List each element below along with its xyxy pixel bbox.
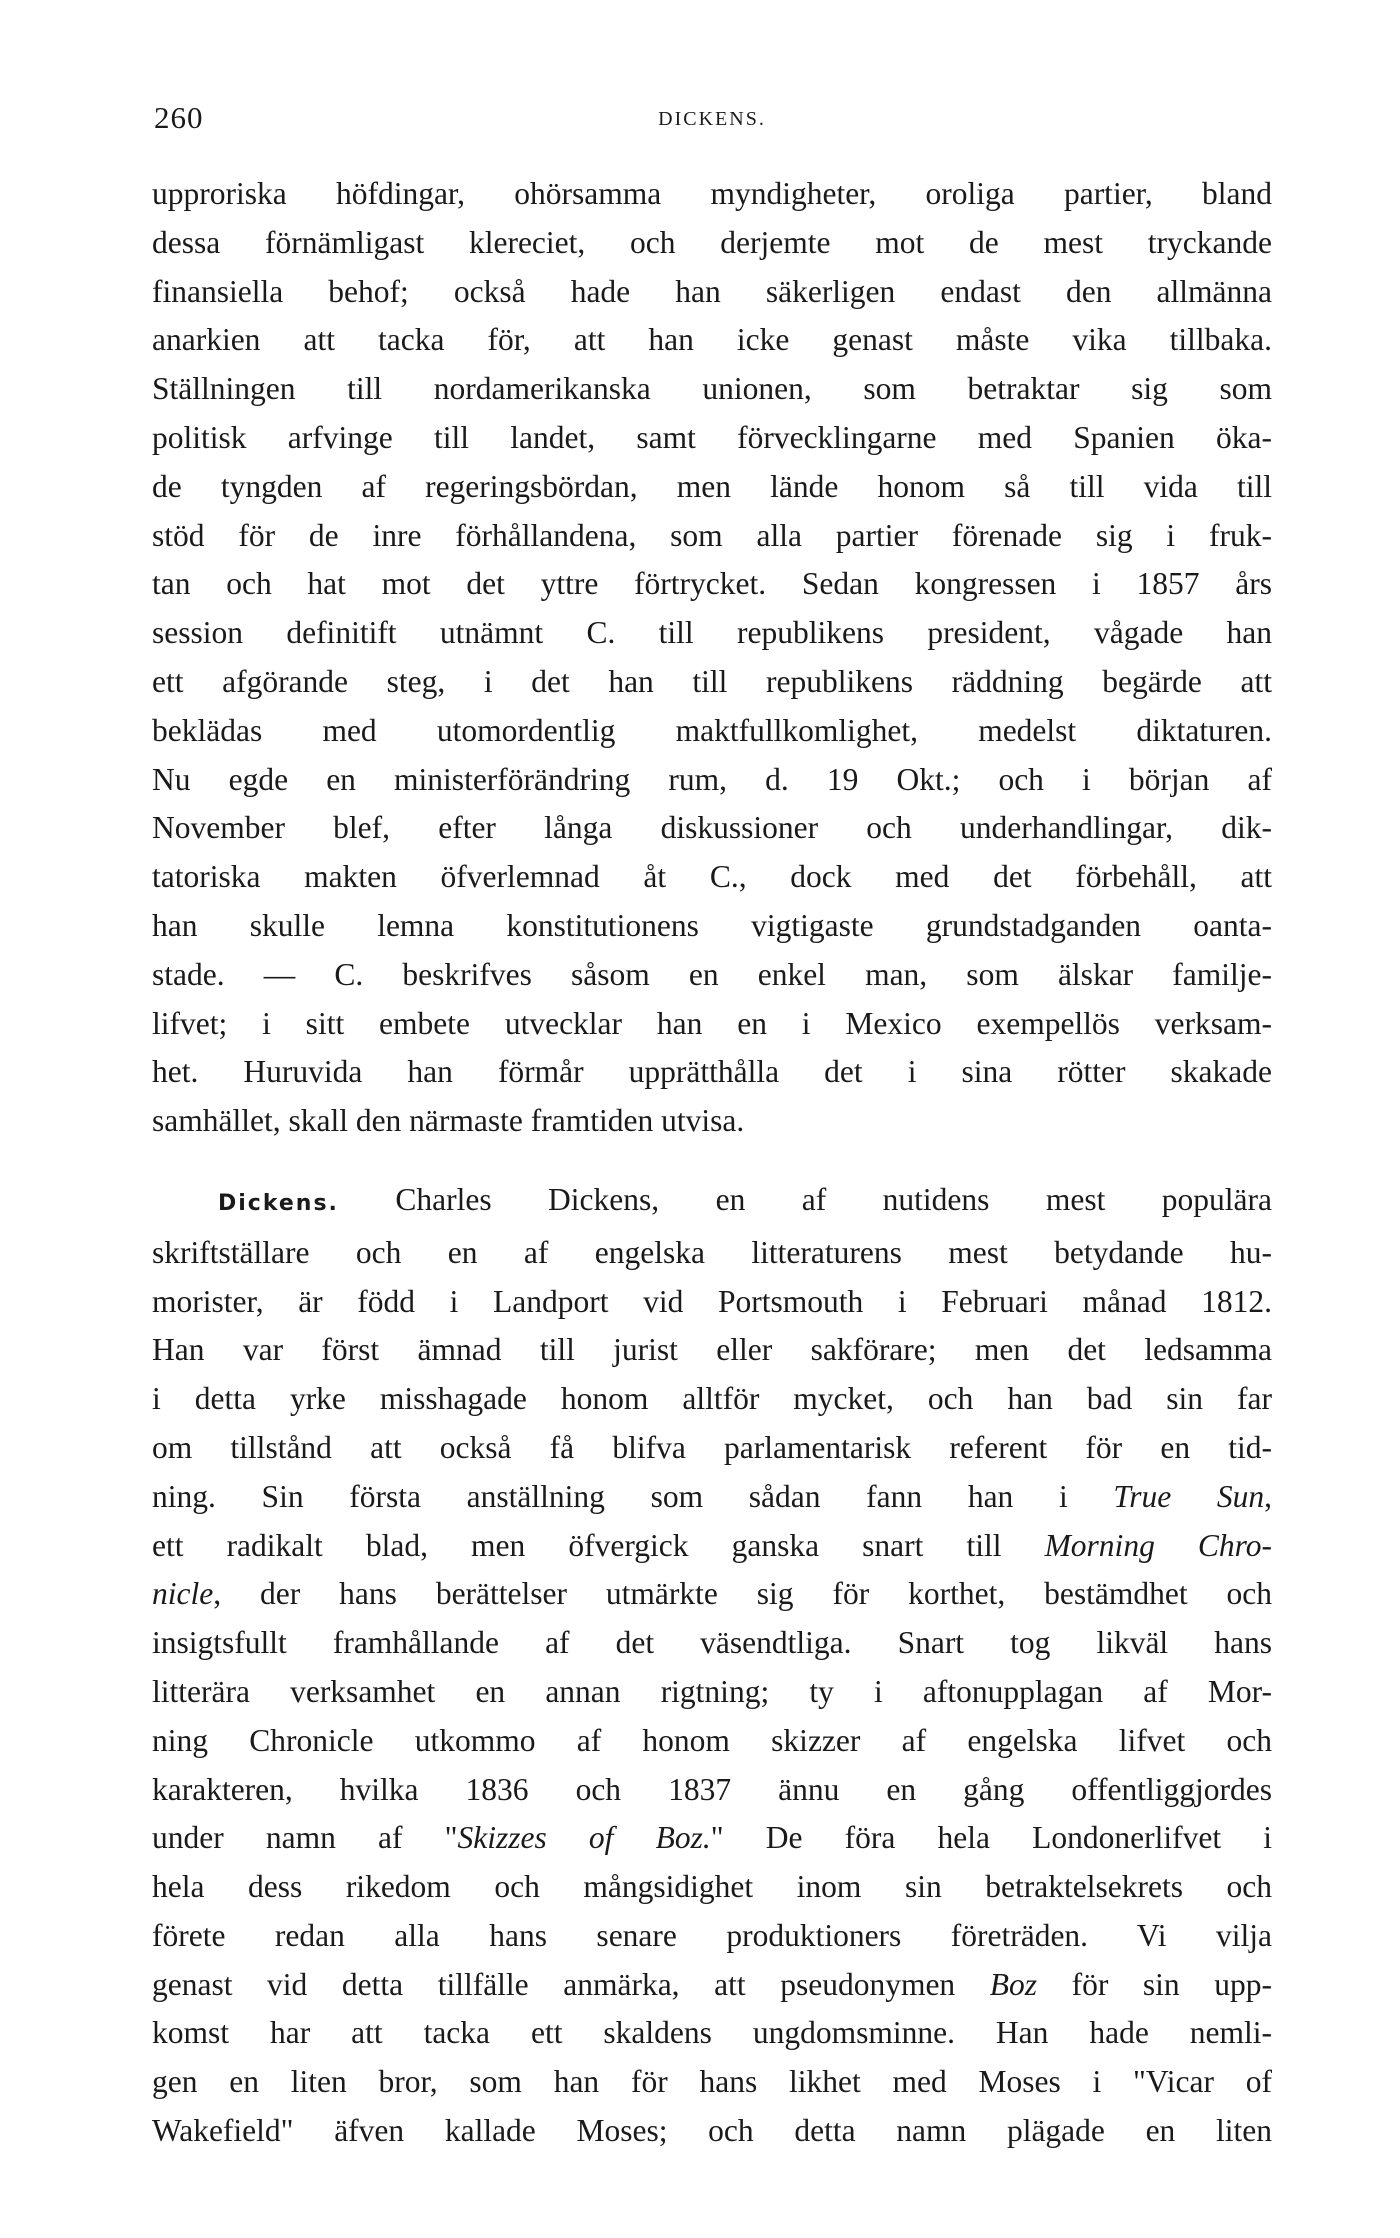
text-line — [152, 1570, 1272, 1619]
entry-headword: Dickens. — [218, 1190, 339, 1216]
italic-title: nicle — [152, 1576, 214, 1612]
text-line: het. Huruvida han förmår upprätthålla det i sina rötter skakade — [152, 1054, 1272, 1090]
italic-title: True Sun — [1113, 1478, 1265, 1514]
text-segment: Charles Dickens, en af nutidens mest populära — [395, 1181, 1273, 1217]
text-segment: ett radikalt blad, men öfvergick ganska snart till — [152, 1527, 1045, 1563]
text-line: ning Chronicle utkommo af honom skizzer af engelska lifvet och — [152, 1722, 1272, 1758]
text-segment: , der hans berättelser utmärkte sig för korthet, bestämdhet och — [213, 1576, 1272, 1612]
text-line — [152, 1961, 1272, 2010]
running-head — [152, 92, 1272, 152]
text-line — [152, 1473, 1272, 1522]
italic-title: Morning Chro- — [1044, 1527, 1272, 1563]
text-segment: ning. Sin första anställning som sådan fann han i — [152, 1478, 1114, 1514]
text-line: politisk arfvinge till landet, samt förvecklingarne med Spanien öka- — [152, 419, 1272, 455]
text-line: i detta yrke misshagade honom alltför mycket, och han bad sin far — [152, 1381, 1272, 1417]
text-line: förete redan alla hans senare produktioners företräden. Vi vilja — [152, 1917, 1272, 1953]
running-title: DICKENS. — [658, 108, 766, 130]
text-line: lifvet; i sitt embete utvecklar han en i Mexico exempellös verksam- — [152, 1005, 1272, 1041]
text-line: upproriska höfdingar, ohörsamma myndigheter, oroliga partier, bland — [152, 176, 1272, 211]
text-line: Han var först ämnad till jurist eller sakförare; men det ledsamma — [152, 1332, 1272, 1368]
text-line: Wakefield" äfven kallade Moses; och detta namn plägade en liten — [152, 2113, 1272, 2149]
text-line: samhället, skall den närmaste framtiden utvisa. — [152, 1103, 745, 1139]
page-number: 260 — [154, 100, 204, 135]
text-line: ett afgörande steg, i det han till republikens räddning begärde att — [152, 663, 1272, 699]
text-line: karakteren, hvilka 1836 och 1837 ännu en gång offentliggjordes — [152, 1771, 1272, 1807]
text-line: dessa förnämligast klereciet, och derjemte mot de mest tryckande — [152, 224, 1272, 260]
text-line: han skulle lemna konstitutionens vigtigaste grundstadganden oanta- — [152, 907, 1272, 943]
text-segment: för sin upp- — [1037, 1966, 1272, 2002]
text-segment: under namn af " — [152, 1820, 458, 1856]
text-line: finansiella behof; också hade han säkerligen endast den allmänna — [152, 273, 1272, 309]
text-line — [152, 1814, 1272, 1863]
text-segment: , — [1264, 1478, 1272, 1514]
italic-title: Skizzes of Boz. — [457, 1820, 711, 1856]
text-line — [152, 1176, 1272, 1229]
text-line: komst har att tacka ett skaldens ungdomsminne. Han hade nemli- — [152, 2015, 1272, 2051]
text-line: insigtsfullt framhållande af det väsendtliga. Snart tog likväl hans — [152, 1625, 1272, 1661]
text-line: de tyngden af regeringsbördan, men lände honom så till vida till — [152, 468, 1272, 504]
text-line: morister, är född i Landport vid Portsmouth i Februari månad 1812. — [152, 1283, 1272, 1319]
italic-title: Boz — [989, 1966, 1038, 2002]
paragraph-dickens-entry — [152, 1176, 1272, 2156]
text-line: litterära verksamhet en annan rigtning; ty i aftonupplagan af Mor- — [152, 1673, 1272, 1709]
text-segment: genast vid detta tillfälle anmärka, att pseudonymen — [152, 1966, 990, 2002]
text-line: tan och hat mot det yttre förtrycket. Sedan kongressen i 1857 års — [152, 566, 1272, 602]
text-line: tatoriska makten öfverlemnad åt C., dock med det förbehåll, att — [152, 859, 1272, 895]
text-line: beklädas med utomordentlig maktfullkomlighet, medelst diktaturen. — [152, 712, 1272, 748]
text-line: stade. — C. beskrifves såsom en enkel man, som älskar familje- — [152, 956, 1272, 992]
paragraph-mexico-continued — [152, 170, 1272, 1146]
text-segment: " De föra hela Londonerlifvet i — [710, 1820, 1272, 1856]
text-line: November blef, efter långa diskussioner och underhandlingar, dik- — [152, 810, 1272, 846]
text-line: om tillstånd att också få blifva parlamentarisk referent för en tid- — [152, 1429, 1272, 1465]
text-line: stöd för de inre förhållandena, som alla partier förenade sig i fruk- — [152, 517, 1272, 553]
text-line: Ställningen till nordamerikanska unionen, som betraktar sig som — [152, 371, 1272, 407]
book-page — [152, 92, 1272, 2156]
text-line: hela dess rikedom och mångsidighet inom sin betraktelsekrets och — [152, 1869, 1272, 1905]
text-line: gen en liten bror, som han för hans likhet med Moses i "Vicar of — [152, 2064, 1272, 2100]
text-line — [152, 1522, 1272, 1571]
text-line: skriftställare och en af engelska litteraturens mest betydande hu- — [152, 1234, 1272, 1270]
text-line: session definitift utnämnt C. till republikens president, vågade han — [152, 615, 1272, 651]
text-line: Nu egde en ministerförändring rum, d. 19 Okt.; och i början af — [152, 761, 1272, 797]
text-line: anarkien att tacka för, att han icke genast måste vika tillbaka. — [152, 322, 1272, 358]
